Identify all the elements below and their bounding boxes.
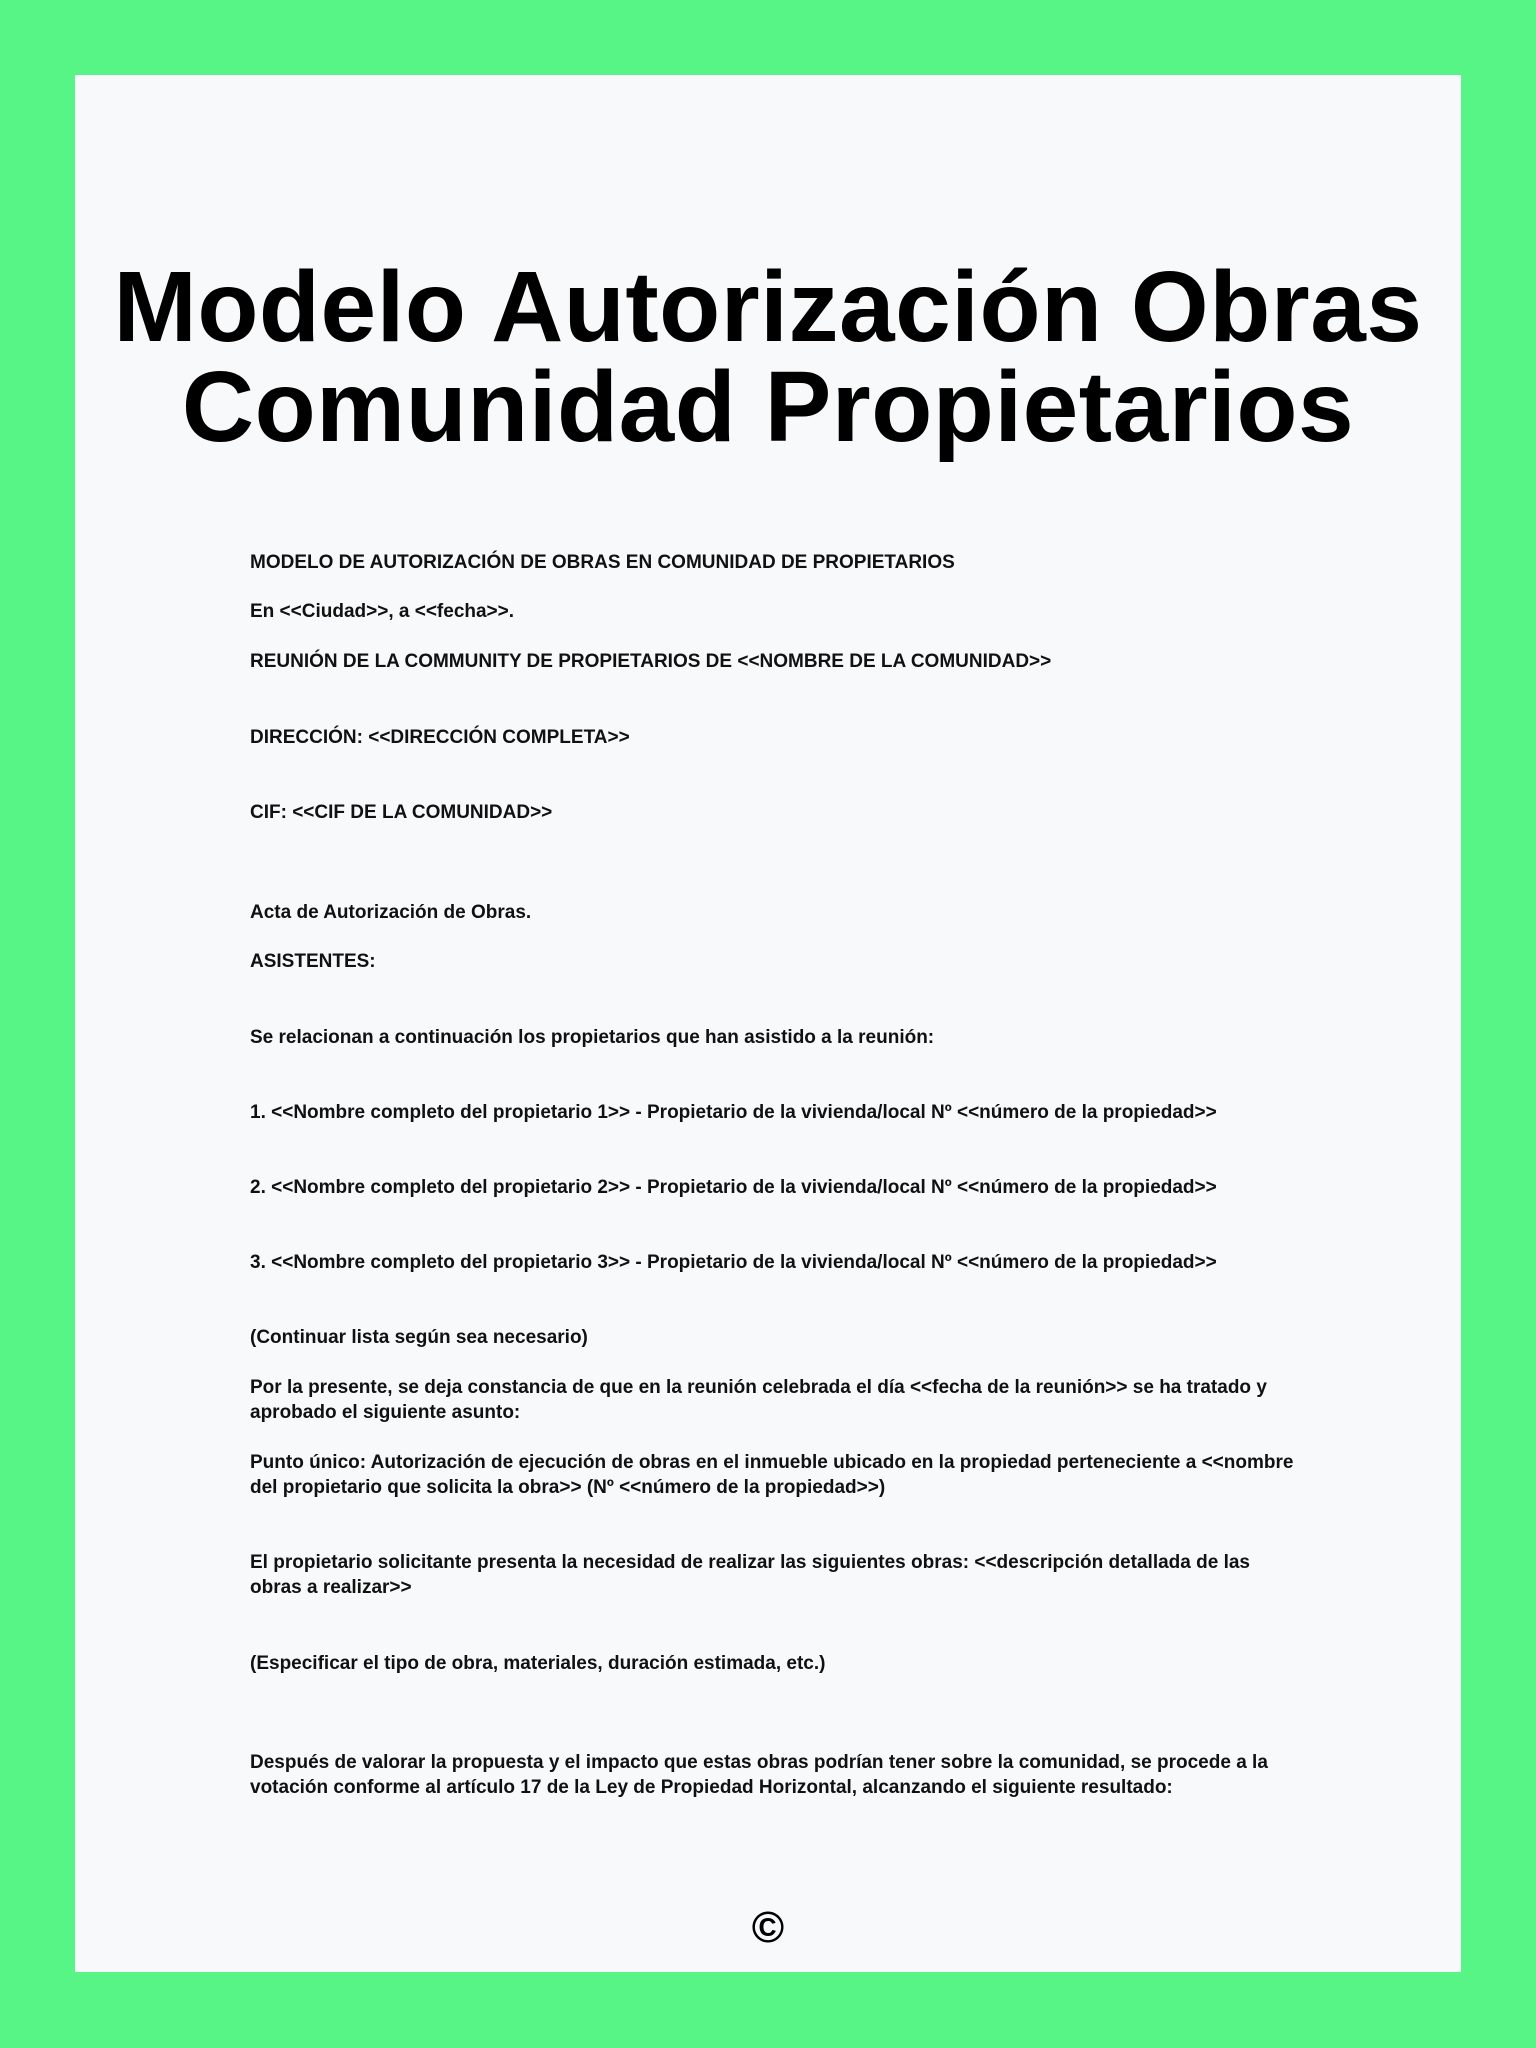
constancia-paragraph: Por la presente, se deja constancia de que en la reunión celebrada el día <<fecha de la reunión>> se ha tratado y aprobado el siguiente asunto: — [250, 1377, 1267, 1423]
attendees-label: ASISTENTES: — [250, 951, 376, 972]
document-title-line-2: Comunidad Propietarios — [181, 351, 1355, 463]
meeting-line: REUNIÓN DE LA COMMUNITY DE PROPIETARIOS DE <<NOMBRE DE LA COMUNIDAD>> — [250, 651, 1052, 672]
address-line: DIRECCIÓN: <<DIRECCIÓN COMPLETA>> — [250, 727, 630, 748]
document-heading: MODELO DE AUTORIZACIÓN DE OBRAS EN COMUNIDAD DE PROPIETARIOS — [250, 552, 955, 573]
cif-line: CIF: <<CIF DE LA COMUNIDAD>> — [250, 802, 553, 823]
attendee-item: 1. <<Nombre completo del propietario 1>> - Propietario de la vivienda/local Nº <<número de la propiedad>> — [250, 1102, 1217, 1123]
attendees-intro: Se relacionan a continuación los propietarios que han asistido a la reunión: — [250, 1027, 935, 1048]
punto-unico-paragraph: Punto único: Autorización de ejecución de obras en el inmueble ubicado en la propiedad perteneciente a <<nombre del propietario que solicita la obra>> (Nº <<número de la propiedad>>) — [250, 1452, 1294, 1498]
attendee-item: 2. <<Nombre completo del propietario 2>> - Propietario de la vivienda/local Nº <<número de la propiedad>> — [250, 1177, 1217, 1198]
necesidad-paragraph: El propietario solicitante presenta la necesidad de realizar las siguientes obras: <<descripción detallada de las obras a realizar>> — [250, 1552, 1250, 1598]
copyright-icon: © — [751, 1903, 785, 1952]
acta-line: Acta de Autorización de Obras. — [250, 902, 532, 923]
especificar-note: (Especificar el tipo de obra, materiales, duración estimada, etc.) — [250, 1653, 826, 1674]
continue-note: (Continuar lista según sea necesario) — [250, 1327, 588, 1348]
place-date: En <<Ciudad>>, a <<fecha>>. — [250, 601, 515, 622]
attendee-item: 3. <<Nombre completo del propietario 3>> - Propietario de la vivienda/local Nº <<número de la propiedad>> — [250, 1252, 1217, 1273]
document-title-line-1: Modelo Autorización Obras — [113, 251, 1423, 363]
votacion-paragraph: Después de valorar la propuesta y el impacto que estas obras podrían tener sobre la comunidad, se procede a la votación conforme al artículo 17 de la Ley de Propiedad Horizontal, alcanzando el siguiente resultado: — [250, 1752, 1268, 1798]
